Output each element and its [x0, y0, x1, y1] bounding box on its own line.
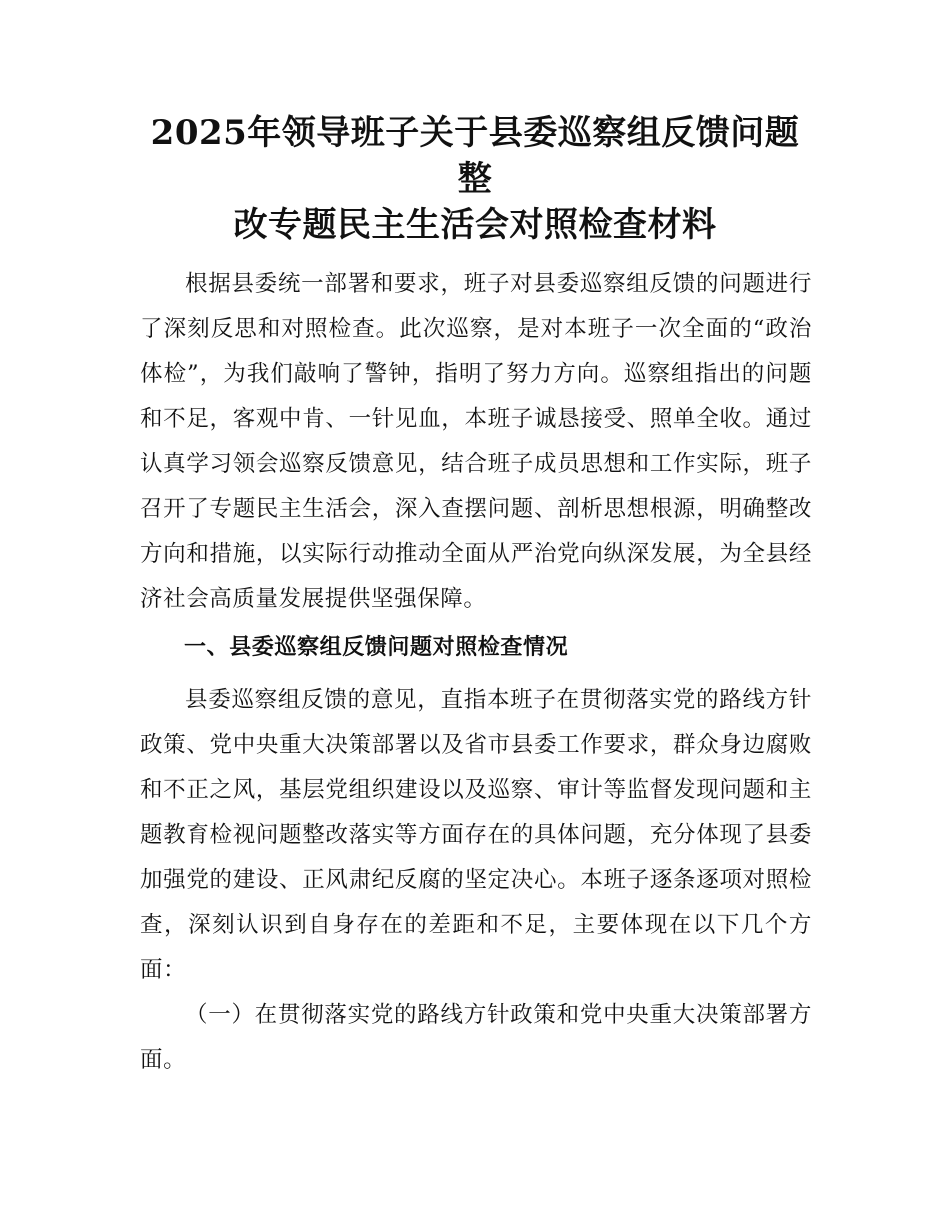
intro-paragraph: 根据县委统一部署和要求，班子对县委巡察组反馈的问题进行了深刻反思和对照检查。此次巡察，是对本班子一次全面的“政治体检”，为我们敲响了警钟，指明了努力方向。巡察组指出的问题和不足，客观中肯、一针见血，本班子诚恳接受、照单全收。通过认真学习领会巡察反馈意见，结合班子成员思想和工作实际，班子召开了专题民主生活会，深入查摆问题、剖析思想根源，明确整改方向和措施，以实际行动推动全面从严治党向纵深发展，为全县经济社会高质量发展提供坚强保障。: [140, 271, 812, 612]
subsection-heading: （一）在贯彻落实党的路线方针政策和党中央重大决策部署方面。: [140, 1002, 812, 1073]
section-paragraph: 县委巡察组反馈的意见，直指本班子在贯彻落实党的路线方针政策、党中央重大决策部署以及省市县委工作要求，群众身边腐败和不正之风，基层党组织建设以及巡察、审计等监督发现问题和主题教育检视问题整改落实等方面存在的具体问题，充分体现了县委加强党的建设、正风肃纪反腐的坚定决心。本班子逐条逐项对照检查，深刻认识到自身存在的差距和不足，主要体现在以下几个方面：: [140, 687, 812, 983]
title-line-1: 2025年领导班子关于县委巡察组反馈问题整: [150, 113, 800, 199]
document-body: [140, 262, 812, 1083]
title-line-2: 改专题民主生活会对照检查材料: [233, 205, 717, 245]
document-title: [140, 110, 810, 248]
section-heading: 一、县委巡察组反馈问题对照检查情况: [184, 635, 569, 660]
